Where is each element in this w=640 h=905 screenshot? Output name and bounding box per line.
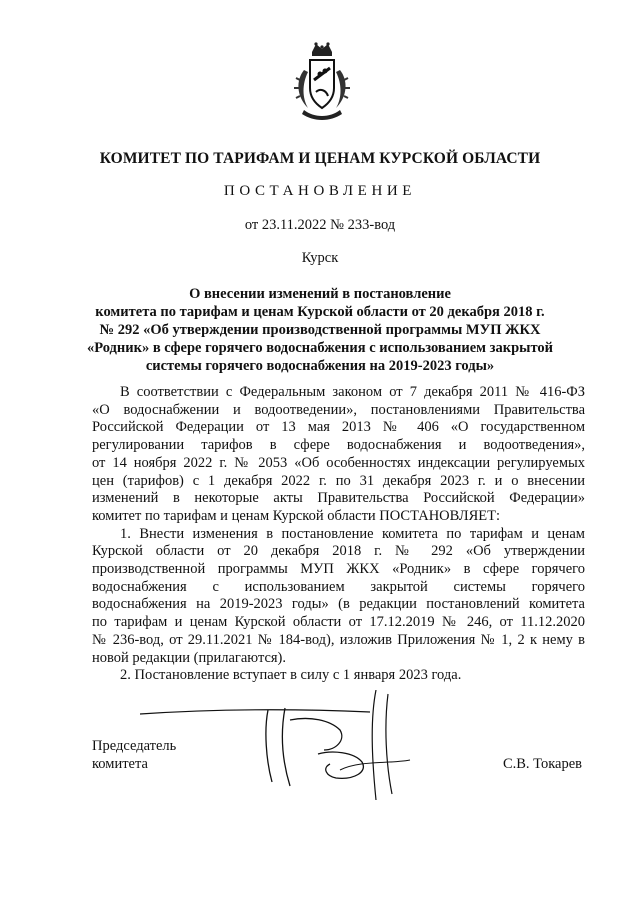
signatory-name: С.В. Токарев	[502, 756, 582, 772]
body-line: от 14 ноября 2022 г. № 2053 «Об особенностях индексации регулируемых	[92, 454, 585, 471]
body-line: новой редакции (прилагаются).	[92, 649, 287, 666]
coat-of-arms-icon	[290, 40, 354, 120]
body-line: изменений в некоторые акты Правительства Российской Федерации»	[92, 490, 585, 507]
body-line: 2. Постановление вступает в силу с 1 января 2023 года.	[120, 667, 462, 684]
body-line: 1. Внести изменения в постановление комитета по тарифам и ценам	[120, 525, 585, 542]
body-line: производственной программы МУП ЖКХ «Родник» в сфере горячего	[92, 561, 585, 578]
signatory-title-line: комитета	[92, 756, 148, 772]
document-city: Курск	[301, 250, 339, 266]
document-date-number: от 23.11.2022 № 233-вод	[244, 217, 396, 233]
title-line: О внесении изменений в постановление	[189, 286, 451, 302]
body-line: цен (тарифов) с 1 декабря 2022 г. по 31 декабря 2023 г. и о внесении	[92, 472, 585, 489]
title-line: комитета по тарифам и ценам Курской области от 20 декабря 2018 г.	[95, 304, 545, 320]
body-line: комитет по тарифам и ценам Курской области ПОСТАНОВЛЯЕТ:	[92, 507, 501, 524]
body-line: № 236-вод, от 29.11.2021 № 184-вод), изложив Приложения № 1, 2 к нему в	[92, 631, 585, 648]
body-line: регулировании тарифов в сфере водоснабжения и водоотведения»,	[92, 437, 585, 454]
signatory-title	[92, 737, 176, 773]
body-line: по тарифам и ценам Курской области от 17.12.2019 № 246, от 11.12.2020	[92, 614, 585, 631]
body-line: водоснабжения на 2019-2023 годы» (в редакции постановлений комитета	[92, 596, 585, 613]
title-line: «Родник» в сфере горячего водоснабжения с использованием закрытой	[86, 340, 554, 356]
document-body	[92, 384, 585, 685]
handwritten-signature-icon	[140, 690, 430, 800]
body-line: Курской области от 20 декабря 2018 г. № 292 «Об утверждении	[92, 543, 585, 560]
organization-name: КОМИТЕТ ПО ТАРИФАМ И ЦЕНАМ КУРСКОЙ ОБЛАСТИ	[99, 150, 541, 167]
body-line: водоснабжения с использованием закрытой системы горячего	[92, 578, 585, 595]
body-line: В соответствии с Федеральным законом от 7 декабря 2011 № 416-ФЗ	[120, 384, 585, 400]
document-type: ПОСТАНОВЛЕНИЕ	[223, 183, 417, 199]
title-line: системы горячего водоснабжения на 2019-2023 годы»	[145, 358, 495, 374]
document-title	[60, 285, 580, 375]
title-line: № 292 «Об утверждении производственной программы МУП ЖКХ	[99, 322, 541, 338]
signatory-title-line: Председатель	[92, 738, 177, 754]
body-line: «О водоснабжении и водоотведении», постановлениями Правительства	[92, 401, 585, 418]
body-line: Российской Федерации от 13 мая 2013 № 406 «О государственном	[92, 419, 585, 436]
